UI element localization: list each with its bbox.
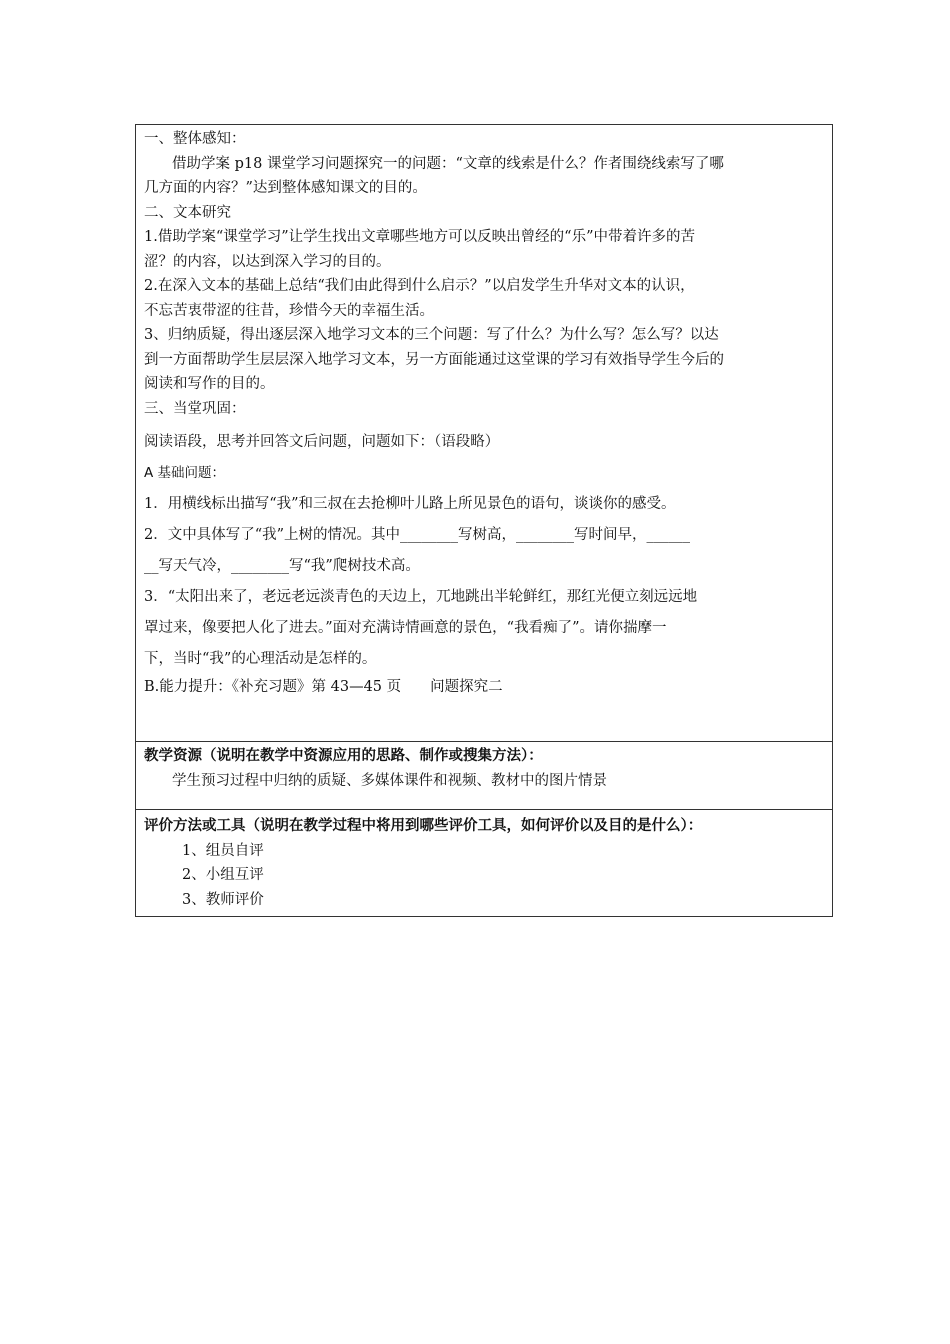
teaching-process-cell [136,125,832,742]
question-3c: 下，当时“我”的心理活动是怎样的。 [144,651,377,667]
paragraph-study-1b: 涩？的内容，以达到深入学习的目的。 [144,253,391,270]
teaching-resources-cell [136,742,832,810]
paragraph-overall-1: 借助学案 p18 课堂学习问题探究一的问题：“文章的线索是什么？作者围绕线索写了哪 [172,155,724,172]
paragraph-reading-task: 阅读语段，思考并回答文后问题，问题如下：（语段略） [144,434,500,450]
question-3b: 罩过来，像要把人化了进去。”面对充满诗情画意的景色，“我看痴了”。请你揣摩一 [144,620,667,636]
lesson-plan-table [135,124,833,917]
paragraph-study-1a: 1.借助学案“课堂学习”让学生找出文章哪些地方可以反映出曾经的“乐”中带着许多的苦 [144,229,695,245]
evaluation-heading: 评价方法或工具（说明在教学过程中将用到哪些评价工具，如何评价以及目的是什么）： [144,817,703,834]
evaluation-item: 2、小组互评 [182,867,264,883]
resources-heading: 教学资源（说明在教学中资源应用的思路、制作或搜集方法）： [144,747,543,764]
paragraph-study-3c: 阅读和写作的目的。 [144,376,275,392]
question-1: 1．用横线标出描写“我”和三叔在去抢柳叶儿路上所见景色的语句，谈谈你的感受。 [144,496,676,512]
paragraph-study-3a: 3、归纳质疑，得出逐层深入地学习文本的三个问题：写了什么？为什么写？怎么写？以达 [144,327,719,343]
section-heading-text-study: 二、文本研究 [144,204,231,221]
question-3a: 3．“太阳出来了，老远老远淡青色的天边上，兀地跳出半轮鲜红，那红光便立刻远远地 [144,589,698,605]
paragraph-overall-2: 几方面的内容？”达到整体感知课文的目的。 [144,180,427,196]
question-2b: __写天气冷，________写“我”爬树技术高。 [144,558,420,574]
subheading-basic: A 基础问题： [144,465,226,481]
evaluation-item: 1、组员自评 [182,842,264,859]
paragraph-study-2a: 2.在深入文本的基础上总结“我们由此得到什么启示？”以启发学生升华对文本的认识， [144,278,695,294]
paragraph-study-3b: 到一方面帮助学生层层深入地学习文本，另一方面能通过这堂课的学习有效指导学生今后的 [144,351,724,368]
subheading-advanced: B.能力提升：《补充习题》第 43—45 页 问题探究二 [144,679,503,695]
section-heading-overall: 一、整体感知： [144,131,246,147]
question-2a: 2．文中具体写了“我”上树的情况。其中________写树高，________写时间早，______ [144,527,691,543]
evaluation-cell [136,810,832,916]
section-heading-consolidate: 三、当堂巩固： [144,400,246,417]
resources-body: 学生预习过程中归纳的质疑、多媒体课件和视频、教材中的图片情景 [172,772,607,789]
evaluation-item: 3、教师评价 [182,891,264,908]
paragraph-study-2b: 不忘苦衷带涩的往昔，珍惜今天的幸福生活。 [144,302,434,319]
